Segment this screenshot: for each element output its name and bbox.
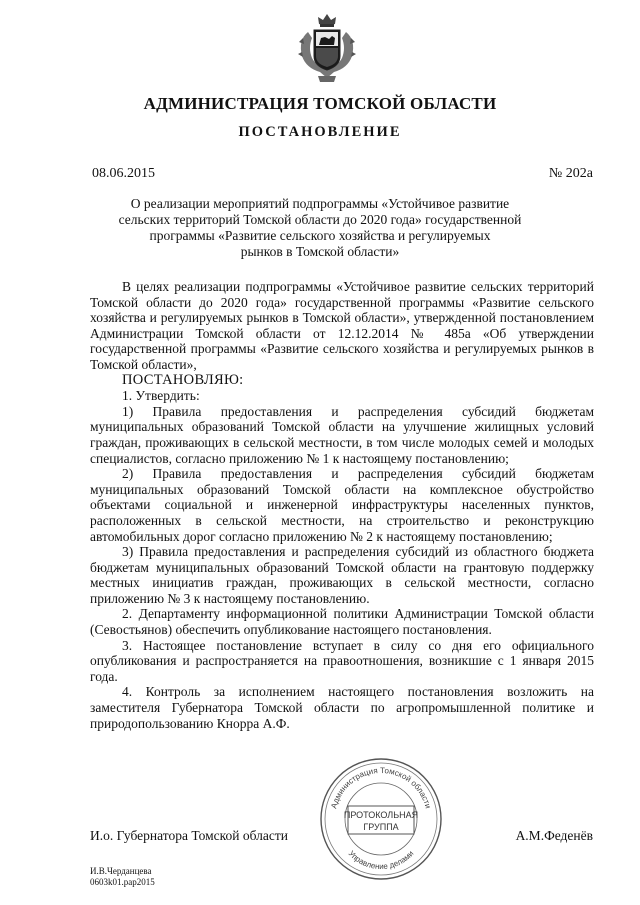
official-stamp [318, 756, 444, 882]
body-paragraph: 1) Правила предоставления и распределения субсидий бюджетам муниципальных образований Томской области на улучшение жилищных условий граждан, проживающих в сельской местности, в том числе молодых семей и молодых специалистов, согласно приложению № 1 к настоящему постановлению; [90, 403, 594, 466]
document-footer [90, 866, 155, 888]
svg-text:Администрация Томской области [329, 766, 432, 810]
body-paragraph: 1. Утвердить: [122, 388, 200, 404]
signatory-name: А.М.Феденёв [515, 828, 593, 843]
body-paragraph: 2. Департаменту информационной политики Администрации Томской области (Севостьянов) обеспечить опубликование настоящего постановления. [90, 606, 594, 638]
executor-name: И.В.Черданцева [90, 866, 152, 876]
document-body [90, 279, 594, 731]
subject-line: сельских территорий Томской области до 2020 года» государственной [118, 212, 522, 227]
document-subject [100, 196, 540, 260]
body-paragraph: 3. Настоящее постановление вступает в силу со дня его официального опубликования и распространяется на правоотношения, возникшие с 1 января 2015 года. [90, 637, 594, 684]
subject-line: программы «Развитие сельского хозяйства и регулируемых [149, 228, 491, 243]
subject-line: рынков в Томской области» [240, 244, 400, 259]
org-title: АДМИНИСТРАЦИЯ ТОМСКОЙ ОБЛАСТИ [143, 94, 497, 113]
svg-text:Управление делами [347, 849, 416, 871]
stamp-center-line-2: ГРУППА [363, 822, 399, 832]
body-paragraph: 3) Правила предоставления и распределения субсидий из областного бюджета бюджетам муниципальных образований Томской области на грантовую поддержку местных инициатив граждан, проживающих в сельской местности, согласно приложению № 3 к настоящему постановлению. [90, 544, 594, 606]
stamp-ring-bottom-text: Управление делами [346, 848, 416, 872]
document-type: ПОСТАНОВЛЕНИЕ [238, 124, 402, 140]
stamp-ring-top-text: Администрация Томской области [329, 765, 433, 810]
body-paragraph: 2) Правила предоставления и распределения субсидий бюджетам муниципальных образований Томской области на комплексное обустройство объектами социальной и инженерной инфраструктуры населенных пунктов, расположенных в сельской местности, на строительство и реконструкцию автомобильных дорог согласно приложению № 2 к настоящему постановлению; [90, 466, 594, 544]
subject-line: О реализации мероприятий подпрограммы «Устойчивое развитие [130, 196, 510, 211]
resolve-heading: ПОСТАНОВЛЯЮ: [122, 371, 244, 388]
preamble-paragraph: В целях реализации подпрограммы «Устойчивое развитие сельских территорий Томской области до 2020 года» государственной программы «Развитие сельского хозяйства и регулируемых рынков в Томской области», утвержденной постановлением Администрации Томской области от 12.12.2014 № 485а «Об утверждении государственной программы «Развитие сельского хозяйства и регулируемых рынков в Томской области», [90, 279, 594, 372]
file-code: 0603k01.pap2015 [90, 877, 155, 887]
document-date: 08.06.2015 [92, 166, 155, 181]
body-paragraph: 4. Контроль за исполнением настоящего постановления возложить на заместителя Губернатора Томской области по агропромышленной политике и природопользованию Кнорра А.Ф. [90, 684, 594, 731]
signatory-role: И.о. Губернатора Томской области [90, 828, 288, 843]
document-number: № 202а [548, 166, 593, 181]
coat-of-arms-icon [298, 12, 356, 84]
stamp-center-line-1: ПРОТОКОЛЬНАЯ [343, 810, 419, 820]
